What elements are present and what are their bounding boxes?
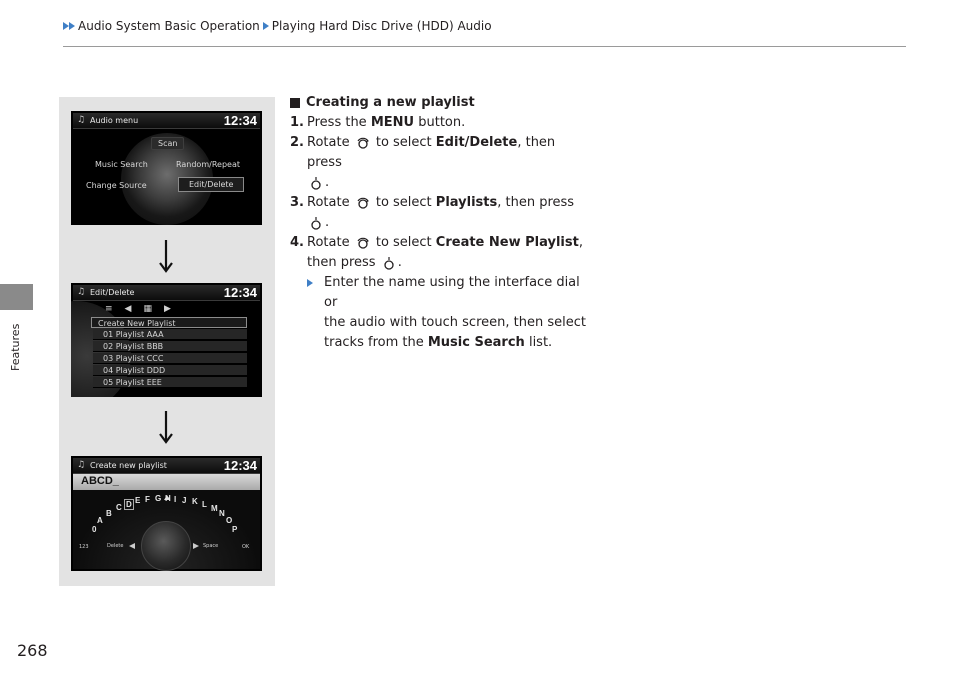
list-item-playlist[interactable]: 04 Playlist DDD: [93, 365, 247, 376]
step-3-press: [290, 213, 590, 233]
screen-title-bar: [73, 285, 260, 301]
music-note-icon: ♫: [77, 287, 86, 297]
breadcrumb: [63, 19, 492, 33]
music-note-icon: ♫: [77, 460, 86, 470]
list-item-create-new-playlist[interactable]: Create New Playlist: [91, 317, 247, 328]
key-letter[interactable]: K: [192, 497, 198, 506]
rotate-dial-icon: [356, 196, 370, 210]
arrow-left-icon[interactable]: ◀: [124, 304, 132, 314]
list-item-playlist[interactable]: 03 Playlist CCC: [93, 353, 247, 364]
menu-item-scan[interactable]: Scan: [151, 137, 184, 150]
step-text: , then press: [307, 135, 556, 170]
step-text: to select: [375, 235, 432, 250]
step-4: [290, 233, 590, 253]
screen-title-bar: [73, 113, 260, 129]
step-text: to select: [375, 195, 432, 210]
note-arrow-icon: [307, 279, 313, 287]
step-text: ,: [578, 235, 583, 250]
page-number: 268: [17, 641, 48, 660]
screen-create-playlist: [71, 456, 262, 571]
note-text: list.: [528, 335, 553, 350]
step-1: [290, 113, 590, 133]
step-text: Rotate: [307, 235, 350, 250]
arrow-right-icon: [193, 543, 199, 549]
step-text: button.: [418, 115, 466, 130]
step-3: [290, 193, 590, 213]
note-text: tracks from the: [324, 335, 424, 350]
clock: 12:34: [223, 113, 257, 128]
list-item-playlist[interactable]: 05 Playlist EEE: [93, 377, 247, 388]
note-key: Music Search: [427, 335, 525, 350]
section-label: Features: [9, 323, 22, 371]
heading-bullet-icon: [290, 98, 300, 108]
press-dial-icon: [309, 176, 323, 190]
name-entry-field[interactable]: [73, 474, 260, 490]
section-heading: [290, 93, 590, 113]
step-text: Press the: [307, 115, 367, 130]
clock: 12:34: [223, 458, 257, 473]
step-text: , then press: [497, 195, 575, 210]
breadcrumb-section: Audio System Basic Operation: [78, 19, 260, 33]
edit-icon[interactable]: ▦: [143, 304, 152, 314]
key-letter[interactable]: P: [232, 525, 238, 534]
menu-item-music-search[interactable]: Music Search: [95, 160, 148, 169]
step-text: then press: [307, 255, 376, 270]
step-text: Rotate: [307, 135, 350, 150]
header-divider: [63, 46, 906, 47]
key-letter[interactable]: O: [226, 516, 233, 525]
key-letter[interactable]: L: [202, 500, 207, 509]
step-4-press: [290, 253, 590, 273]
step-number: 3.: [290, 195, 304, 210]
list-item-playlist[interactable]: 02 Playlist BBB: [93, 341, 247, 352]
note: [307, 273, 590, 353]
key-letter[interactable]: G: [155, 494, 162, 503]
key-letter[interactable]: 0: [92, 525, 97, 534]
key-letter-selected[interactable]: D: [126, 500, 132, 509]
period: .: [397, 255, 402, 270]
instructions: [290, 93, 590, 353]
step-number: 1.: [290, 115, 304, 130]
note-line: the audio with touch screen, then select: [324, 315, 586, 330]
step-key: Playlists: [435, 195, 498, 210]
down-arrow-icon: [158, 239, 174, 273]
key-letter[interactable]: C: [116, 503, 122, 512]
ok-key[interactable]: OK: [242, 544, 250, 550]
breadcrumb-arrows: [63, 22, 75, 30]
heading-text: Creating a new playlist: [306, 95, 475, 110]
step-key: Create New Playlist: [435, 235, 579, 250]
dial-graphic: [141, 521, 191, 571]
step-number: 2.: [290, 135, 304, 150]
key-letter[interactable]: I: [174, 495, 177, 504]
press-dial-icon: [309, 216, 323, 230]
list-item-playlist[interactable]: 01 Playlist AAA: [93, 329, 247, 340]
name-entry-value: ABCD_: [81, 475, 119, 487]
figure-panel: [59, 97, 275, 586]
step-key: MENU: [370, 115, 415, 130]
breadcrumb-separator-icon: [263, 22, 269, 30]
menu-item-edit-delete[interactable]: Edit/Delete: [178, 177, 244, 192]
numeric-mode-key[interactable]: 123: [79, 544, 89, 550]
key-letter[interactable]: J: [182, 496, 187, 505]
key-letter[interactable]: B: [106, 509, 112, 518]
down-arrow-icon: [158, 410, 174, 444]
breadcrumb-page: Playing Hard Disc Drive (HDD) Audio: [271, 19, 492, 33]
screen-edit-delete: [71, 283, 262, 397]
arrow-left-icon: [129, 543, 135, 549]
screen-title: Edit/Delete: [90, 288, 135, 297]
key-letter[interactable]: M: [211, 504, 218, 513]
space-key[interactable]: Space: [203, 543, 219, 549]
step-2-press: [290, 173, 590, 193]
key-letter[interactable]: N: [219, 509, 225, 518]
toolbar-icons: [105, 304, 171, 314]
delete-key[interactable]: Delete: [107, 543, 124, 549]
key-letter[interactable]: A: [97, 516, 103, 525]
note-line: [324, 333, 590, 353]
music-note-icon: ♫: [77, 115, 86, 125]
menu-item-random-repeat[interactable]: Random/Repeat: [176, 160, 240, 169]
step-number: 4.: [290, 235, 304, 250]
press-dial-icon: [382, 256, 396, 270]
screen-audio-menu: [71, 111, 262, 225]
note-line: Enter the name using the interface dial or: [324, 275, 580, 310]
step-key: Edit/Delete: [435, 135, 518, 150]
key-letter[interactable]: F: [145, 495, 150, 504]
clock: 12:34: [223, 285, 257, 300]
period: .: [325, 175, 330, 190]
rotate-dial-icon: [356, 236, 370, 250]
step-text: to select: [375, 135, 432, 150]
step-2: [290, 133, 590, 173]
period: .: [325, 215, 330, 230]
key-letter[interactable]: E: [135, 496, 141, 505]
step-text: Rotate: [307, 195, 350, 210]
screen-title-bar: [73, 458, 260, 474]
list-icon[interactable]: ≡: [105, 304, 113, 314]
menu-item-change-source[interactable]: Change Source: [86, 181, 147, 190]
rotate-dial-icon: [356, 136, 370, 150]
screen-title: Create new playlist: [90, 461, 167, 470]
screen-title: Audio menu: [90, 116, 139, 125]
key-letter[interactable]: H: [165, 494, 171, 503]
arrow-right-icon[interactable]: ▶: [163, 304, 171, 314]
